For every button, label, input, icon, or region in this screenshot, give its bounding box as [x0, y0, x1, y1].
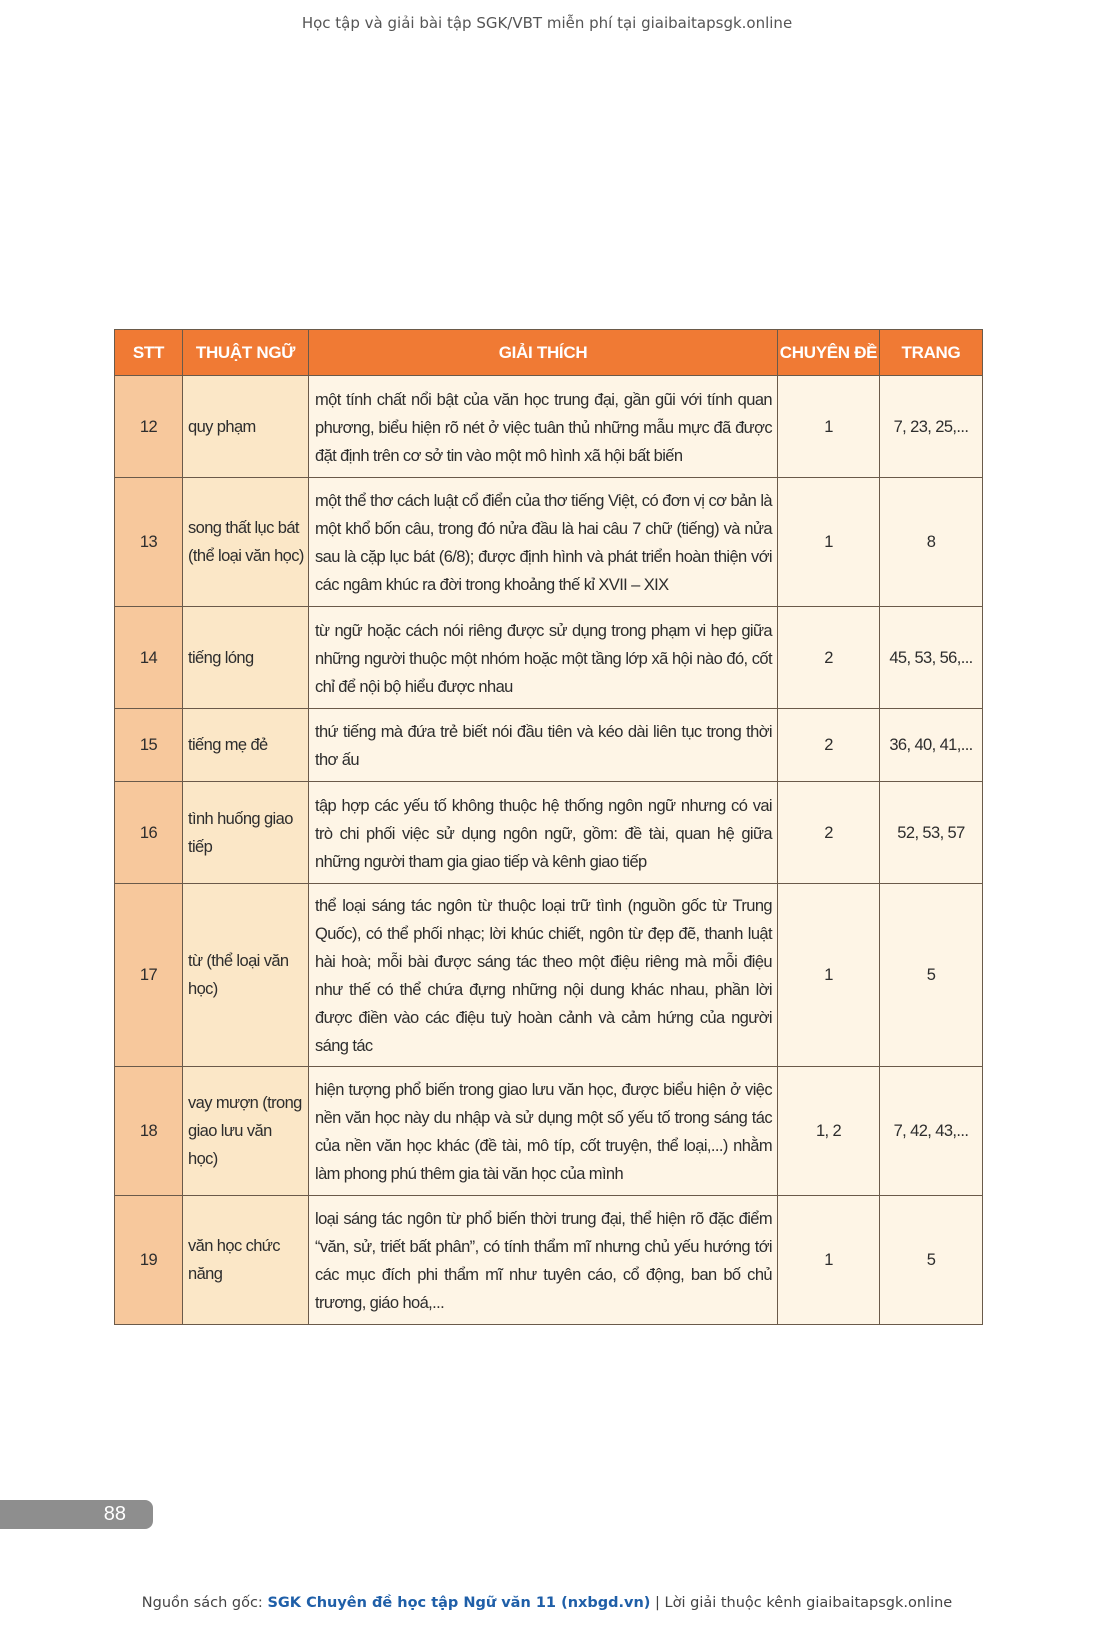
row-definition: một tính chất nổi bật của văn học trung đại, gần gũi với tính quan phương, biểu hiện rõ nét ở việc tuân thủ những mẫu mực đã được đặt định trên cơ sở tin vào một mô hình xã hội bất biến	[309, 376, 778, 478]
row-topic: 1	[778, 376, 880, 478]
row-pages: 5	[880, 884, 983, 1067]
row-topic: 1	[778, 1196, 880, 1325]
row-topic: 2	[778, 607, 880, 709]
header-term: THUẬT NGỮ	[183, 330, 309, 376]
row-stt: 19	[115, 1196, 183, 1325]
row-term: vay mượn (trong giao lưu văn học)	[183, 1067, 309, 1196]
header-definition: GIẢI THÍCH	[309, 330, 778, 376]
row-stt: 15	[115, 709, 183, 782]
row-pages: 7, 42, 43,...	[880, 1067, 983, 1196]
row-topic: 1, 2	[778, 1067, 880, 1196]
row-pages: 52, 53, 57	[880, 782, 983, 884]
table-row	[115, 376, 983, 478]
row-definition: một thể thơ cách luật cổ điển của thơ tiếng Việt, có đơn vị cơ bản là một khổ bốn câu, trong đó nửa đầu là hai câu 7 chữ (tiếng) và nửa sau là cặp lục bát (6/8); được định hình và phát triển hoàn thiện với các ngâm khúc ra đời trong khoảng thế kỉ XVII – XIX	[309, 478, 778, 607]
row-pages: 7, 23, 25,...	[880, 376, 983, 478]
row-term: quy phạm	[183, 376, 309, 478]
header-pages: TRANG	[880, 330, 983, 376]
row-pages: 8	[880, 478, 983, 607]
glossary-table	[114, 329, 983, 1325]
row-stt: 18	[115, 1067, 183, 1196]
row-definition: loại sáng tác ngôn từ phổ biến thời trung đại, thể hiện rõ đặc điểm “văn, sử, triết bất phân”, có tính thẩm mĩ nhưng chủ yếu hướng tới các mục đích phi thẩm mĩ như tuyên cáo, cổ động, ban bố chủ trương, giáo hoá,...	[309, 1196, 778, 1325]
site-header: Học tập và giải bài tập SGK/VBT miễn phí tại giaibaitapsgk.online	[301, 14, 793, 32]
row-term: song thất lục bát (thể loại văn học)	[183, 478, 309, 607]
row-topic: 1	[778, 884, 880, 1067]
row-stt: 14	[115, 607, 183, 709]
row-term: tiếng lóng	[183, 607, 309, 709]
table-row	[115, 884, 983, 1067]
page-number: 88	[0, 1500, 153, 1529]
header-stt: STT	[115, 330, 183, 376]
table-row	[115, 1196, 983, 1325]
row-topic: 2	[778, 709, 880, 782]
row-pages: 45, 53, 56,...	[880, 607, 983, 709]
table-row	[115, 1067, 983, 1196]
footer-prefix: Nguồn sách gốc:	[141, 1595, 268, 1611]
row-topic: 2	[778, 782, 880, 884]
row-term: tình huống giao tiếp	[183, 782, 309, 884]
row-stt: 12	[115, 376, 183, 478]
row-definition: hiện tượng phổ biến trong giao lưu văn học, được biểu hiện ở việc nền văn học này du nhập và sử dụng một số yếu tố trong sáng tác của nền văn học khác (đề tài, mô típ, cốt truyện, thể loại,...) nhằm làm phong phú thêm gia tài văn học của mình	[309, 1067, 778, 1196]
row-definition: từ ngữ hoặc cách nói riêng được sử dụng trong phạm vi hẹp giữa những người thuộc một nhóm hoặc một tầng lớp xã hội nào đó, cốt chỉ để nội bộ hiểu được nhau	[309, 607, 778, 709]
row-definition: tập hợp các yếu tố không thuộc hệ thống ngôn ngữ nhưng có vai trò chi phối việc sử dụng ngôn ngữ, gồm: đề tài, quan hệ giữa những người tham gia giao tiếp và kênh giao tiếp	[309, 782, 778, 884]
source-book-link[interactable]: SGK Chuyên đề học tập Ngữ văn 11 (nxbgd.vn)	[267, 1595, 651, 1611]
row-term: văn học chức năng	[183, 1196, 309, 1325]
row-term: từ (thể loại văn học)	[183, 884, 309, 1067]
row-term: tiếng mẹ đẻ	[183, 709, 309, 782]
row-definition: thể loại sáng tác ngôn từ thuộc loại trữ tình (nguồn gốc từ Trung Quốc), có thể phối nhạc; lời khúc chiết, ngôn từ đẹp đẽ, thanh luật hài hoà; mỗi bài được sáng tác theo một điệu riêng mà mỗi điệu như thế có thể chứa đựng những nội dung khác nhau, phần lời được điền vào các điệu tuỳ hoàn cảnh và cảm hứng của người sáng tác	[309, 884, 778, 1067]
source-footer	[0, 1595, 1094, 1611]
table-row	[115, 709, 983, 782]
header-topic: CHUYÊN ĐỀ	[778, 330, 880, 376]
table-row	[115, 607, 983, 709]
row-pages: 36, 40, 41,...	[880, 709, 983, 782]
row-pages: 5	[880, 1196, 983, 1325]
table-row	[115, 478, 983, 607]
table-header-row	[115, 330, 983, 376]
row-definition: thứ tiếng mà đứa trẻ biết nói đầu tiên và kéo dài liên tục trong thời thơ ấu	[309, 709, 778, 782]
row-topic: 1	[778, 478, 880, 607]
row-stt: 13	[115, 478, 183, 607]
row-stt: 16	[115, 782, 183, 884]
table-row	[115, 782, 983, 884]
row-stt: 17	[115, 884, 183, 1067]
footer-suffix: | Lời giải thuộc kênh giaibaitapsgk.online	[650, 1595, 953, 1611]
